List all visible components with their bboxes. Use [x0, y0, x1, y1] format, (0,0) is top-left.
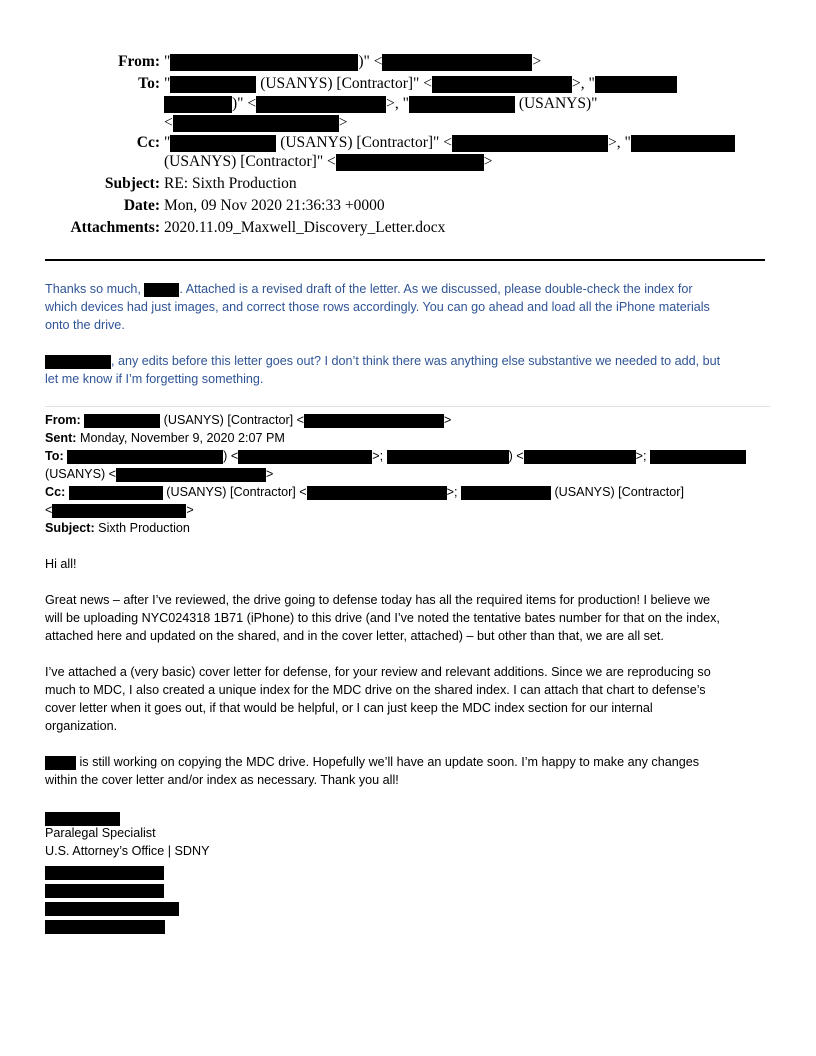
- forward-divider: [45, 406, 770, 407]
- spacer: [45, 334, 775, 352]
- to-value-line3: [164, 113, 348, 133]
- body-text: within the cover letter and/or index as necessary. Thank you all!: [45, 773, 399, 787]
- to-lt: <: [164, 114, 173, 131]
- redaction: [631, 135, 735, 152]
- to-paren: )" <: [232, 95, 257, 112]
- body-paragraph: [45, 753, 775, 771]
- to-gt: >: [338, 114, 348, 131]
- redaction: [595, 76, 677, 93]
- redaction: [387, 450, 509, 464]
- from-label: From:: [118, 53, 160, 70]
- body-text: attached here and updated on the shared, and in the cover letter, attached) – but other than that, we are all set.: [45, 629, 664, 643]
- redaction: [164, 96, 232, 113]
- redaction: [67, 450, 223, 464]
- cc-label: Cc:: [136, 134, 160, 151]
- redaction: [144, 283, 179, 297]
- fwd-to-text: ) <: [223, 449, 239, 463]
- reply-paragraph: [45, 352, 775, 370]
- fwd-from-label: From:: [45, 413, 81, 427]
- fwd-gt: >: [444, 413, 452, 427]
- body-text: is still working on copying the MDC drive. Hopefully we’ll have an update soon. I’m happy to make any changes: [76, 755, 700, 769]
- quote: ": [164, 75, 171, 92]
- reply-text: Thanks so much,: [45, 282, 145, 296]
- redaction: [409, 96, 515, 113]
- redaction: [336, 154, 484, 171]
- attachment-link[interactable]: 2020.11.09_Maxwell_Discovery_Letter.docx: [164, 219, 446, 236]
- redaction: [382, 54, 532, 71]
- from-value: [164, 52, 541, 72]
- subject-value: RE: Sixth Production: [164, 175, 297, 192]
- reply-text: onto the drive.: [45, 318, 125, 332]
- cc-gt: >: [483, 153, 493, 170]
- quote: ": [164, 134, 171, 151]
- to-contractor: (USANYS) [Contractor]" <: [256, 75, 432, 92]
- greeting: Hi all!: [45, 557, 77, 571]
- reply-body: [45, 280, 775, 388]
- cc-value-line1: [164, 133, 735, 153]
- sig-title: Paralegal Specialist: [45, 826, 156, 840]
- fwd-subject-label: Subject:: [45, 521, 95, 535]
- fwd-cc-row-2: [45, 501, 194, 519]
- fwd-gt: >: [266, 467, 274, 481]
- to-separator: >, ": [386, 95, 409, 112]
- sig-contact: [45, 863, 164, 881]
- sig-contact: [45, 881, 164, 899]
- redaction: [170, 76, 256, 93]
- redaction: [452, 135, 608, 152]
- fwd-sent-label: Sent:: [45, 431, 77, 445]
- redaction: [170, 54, 358, 71]
- reply-text: , any edits before this letter goes out? I don’t think there was anything else substantive we needed to add, but: [111, 354, 721, 368]
- fwd-sent-row: [45, 429, 285, 447]
- subject-label: Subject:: [104, 175, 160, 192]
- redaction: [116, 468, 266, 482]
- redaction: [238, 450, 372, 464]
- header-divider: [45, 259, 765, 261]
- redaction: [45, 920, 165, 934]
- redaction: [173, 115, 339, 132]
- date-value: Mon, 09 Nov 2020 21:36:33 +0000: [164, 197, 385, 214]
- redaction: [524, 450, 636, 464]
- redaction: [304, 414, 444, 428]
- fwd-gt: >: [186, 503, 194, 517]
- reply-text: let me know if I’m forgetting something.: [45, 372, 264, 386]
- to-value-line2: [164, 94, 597, 114]
- redaction: [650, 450, 746, 464]
- fwd-subject-value: Sixth Production: [94, 521, 190, 535]
- fwd-from-row: [45, 411, 451, 429]
- redaction: [45, 355, 111, 369]
- sig-contact: [45, 899, 179, 917]
- redaction: [256, 96, 386, 113]
- fwd-lt: <: [45, 503, 53, 517]
- body-text: Great news – after I’ve reviewed, the drive going to defense today has all the required items for production! I believe we: [45, 593, 711, 607]
- body-text: will be uploading NYC024318 1B71 (iPhone) to this drive (and I’ve noted the tentative bates number for that on the index,: [45, 611, 720, 625]
- cc-separator: >, ": [607, 134, 631, 151]
- sig-contact: [45, 917, 165, 935]
- redaction: [45, 866, 164, 880]
- to-label: To:: [138, 75, 160, 92]
- fwd-cc-text: >;: [446, 485, 461, 499]
- fwd-cc-text: (USANYS) [Contractor]: [550, 485, 684, 499]
- fwd-cc-text: (USANYS) [Contractor] <: [162, 485, 307, 499]
- fwd-from-text: (USANYS) [Contractor] <: [160, 413, 305, 427]
- cc-contractor-2: (USANYS) [Contractor]" <: [164, 153, 336, 170]
- fwd-to-text: (USANYS) <: [45, 467, 117, 481]
- date-label: Date:: [123, 197, 160, 214]
- cc-value-line2: [164, 152, 493, 172]
- redaction: [45, 902, 179, 916]
- redaction: [45, 884, 164, 898]
- redaction: [461, 486, 551, 500]
- redaction: [45, 756, 76, 770]
- redaction: [69, 486, 163, 500]
- body-text: much to MDC, I also created a unique index for the MDC drive on the shared index. I can attach that chart to defense’s: [45, 683, 706, 697]
- from-separator: )" <: [358, 53, 383, 70]
- reply-text: . Attached is a revised draft of the letter. As we discussed, please double-check the index for: [179, 282, 693, 296]
- fwd-to-row: [45, 447, 746, 465]
- fwd-cc-label: Cc:: [45, 485, 66, 499]
- body-text: cover letter when it goes out, if that would be helpful, or I can just keep the MDC index section for our internal: [45, 701, 653, 715]
- fwd-sent-value: Monday, November 9, 2020 2:07 PM: [76, 431, 285, 445]
- redaction: [52, 504, 186, 518]
- fwd-subject-row: [45, 519, 190, 537]
- cc-contractor: (USANYS) [Contractor]" <: [276, 134, 452, 151]
- sig-office: U.S. Attorney’s Office | SDNY: [45, 844, 210, 858]
- redaction: [432, 76, 572, 93]
- body-text: organization.: [45, 719, 118, 733]
- quote: ": [164, 53, 171, 70]
- reply-text: which devices had just images, and correct those rows accordingly. You can go ahead and load all the iPhone materials: [45, 300, 710, 314]
- to-separator: >, ": [571, 75, 595, 92]
- body-text: I’ve attached a (very basic) cover letter for defense, for your review and relevant additions. Since we are reproducing so: [45, 665, 711, 679]
- redaction: [170, 135, 276, 152]
- to-value-line1: [164, 74, 677, 94]
- attachments-label: Attachments:: [70, 219, 160, 236]
- fwd-to-text: >;: [372, 449, 387, 463]
- redaction: [84, 414, 160, 428]
- fwd-to-text: ) <: [508, 449, 524, 463]
- to-usanys: (USANYS)": [514, 95, 598, 112]
- fwd-to-text: >;: [635, 449, 650, 463]
- from-close: >: [532, 53, 542, 70]
- fwd-to-row-2: [45, 465, 273, 483]
- fwd-cc-row: [45, 483, 684, 501]
- reply-paragraph: [45, 280, 775, 298]
- redaction: [307, 486, 447, 500]
- fwd-to-label: To:: [45, 449, 64, 463]
